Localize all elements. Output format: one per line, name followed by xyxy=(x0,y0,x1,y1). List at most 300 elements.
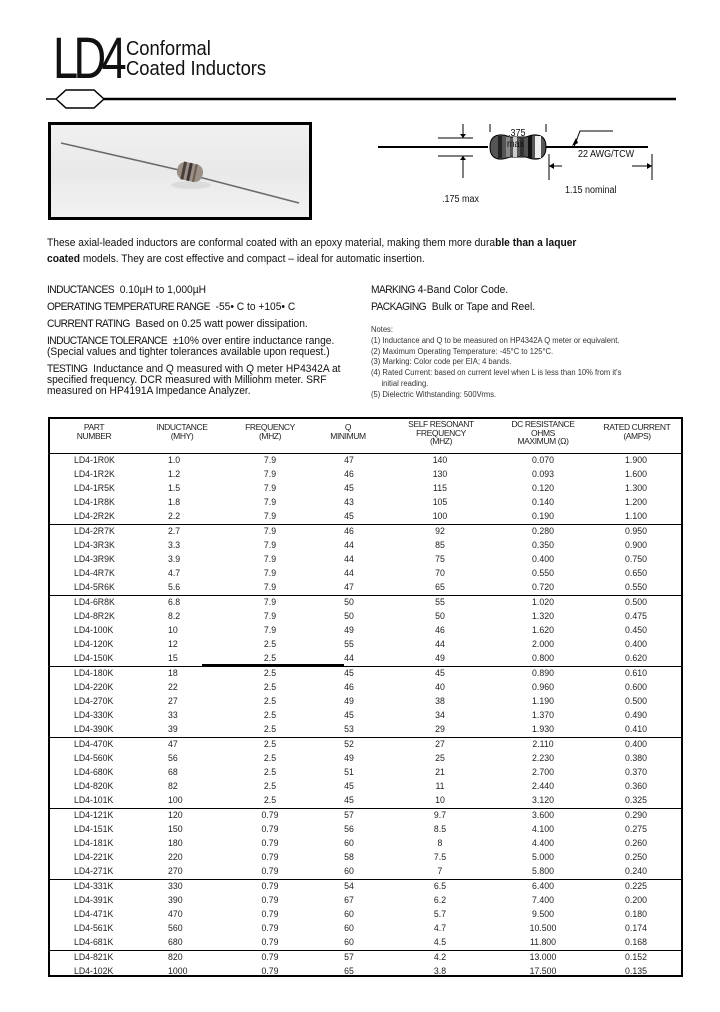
cell-frequency: 2.5 xyxy=(263,739,277,750)
cell-srf: 27 xyxy=(435,739,445,750)
cell-srf: 50 xyxy=(435,611,445,622)
table-row xyxy=(50,539,681,553)
cell-inductance: 1.5 xyxy=(168,483,181,494)
cell-q-minimum: 43 xyxy=(344,497,354,508)
table-row xyxy=(50,496,681,510)
cell-dc-resistance: 0.720 xyxy=(532,582,554,593)
cell-dc-resistance: 0.280 xyxy=(532,526,554,537)
table-row xyxy=(50,965,681,979)
cell-srf: 10 xyxy=(435,795,445,806)
cell-inductance: 47 xyxy=(168,739,178,750)
cell-inductance: 4.7 xyxy=(168,568,181,579)
intro-paragraph xyxy=(47,235,642,267)
table-row-group xyxy=(50,951,681,979)
cell-q-minimum: 44 xyxy=(344,540,354,551)
cell-frequency: 2.5 xyxy=(263,753,277,764)
cell-q-minimum: 47 xyxy=(344,582,354,593)
table-row-group xyxy=(50,738,681,809)
cell-part-number: LD4-391K xyxy=(74,895,114,906)
cell-inductance: 68 xyxy=(168,767,178,778)
cell-q-minimum: 45 xyxy=(344,668,354,679)
cell-rated-current: 0.900 xyxy=(625,540,647,551)
cell-frequency: 2.5 xyxy=(263,639,277,650)
note-5: (5) Dielectric Withstanding: 500Vrms. xyxy=(371,389,497,399)
cell-srf: 85 xyxy=(435,540,445,551)
table-row-group xyxy=(50,454,681,525)
cell-part-number: LD4-561K xyxy=(74,923,114,934)
table-row xyxy=(50,865,681,879)
cell-frequency: 2.5 xyxy=(263,795,277,806)
table-row xyxy=(50,454,681,468)
cell-inductance: 680 xyxy=(168,937,183,948)
cell-q-minimum: 54 xyxy=(344,881,354,892)
table-row-group xyxy=(50,809,681,880)
cell-part-number: LD4-3R9K xyxy=(74,554,115,565)
cell-q-minimum: 60 xyxy=(344,909,354,920)
cell-inductance: 10 xyxy=(168,625,178,636)
cell-inductance: 15 xyxy=(168,653,178,664)
cell-q-minimum: 49 xyxy=(344,696,354,707)
dim-lead-length: 1.15 nominal xyxy=(565,185,617,196)
table-row xyxy=(50,823,681,837)
cell-srf: 38 xyxy=(435,696,445,707)
cell-dc-resistance: 1.320 xyxy=(532,611,554,622)
cell-srf: 55 xyxy=(435,597,445,608)
cell-q-minimum: 60 xyxy=(344,937,354,948)
cell-dc-resistance: 17.500 xyxy=(529,966,557,977)
cell-frequency: 0.79 xyxy=(261,852,279,863)
cell-part-number: LD4-181K xyxy=(74,838,114,849)
table-body xyxy=(50,454,681,979)
table-row xyxy=(50,652,681,666)
cell-rated-current: 0.500 xyxy=(625,597,647,608)
cell-rated-current: 0.240 xyxy=(625,866,647,877)
cell-frequency: 7.9 xyxy=(263,582,277,593)
cell-rated-current: 0.360 xyxy=(625,781,647,792)
cell-inductance: 5.6 xyxy=(168,582,181,593)
cell-part-number: LD4-680K xyxy=(74,767,114,778)
cell-q-minimum: 46 xyxy=(344,682,354,693)
table-row xyxy=(50,525,681,539)
cell-part-number: LD4-1R0K xyxy=(74,455,115,466)
cell-rated-current: 0.225 xyxy=(625,881,647,892)
cell-dc-resistance: 2.700 xyxy=(532,767,554,778)
table-row xyxy=(50,851,681,865)
cell-dc-resistance: 1.930 xyxy=(532,724,554,735)
table-row xyxy=(50,752,681,766)
cell-frequency: 7.9 xyxy=(263,455,277,466)
table-row xyxy=(50,951,681,965)
cell-rated-current: 0.750 xyxy=(625,554,647,565)
cell-frequency: 7.9 xyxy=(263,511,277,522)
cell-inductance: 39 xyxy=(168,724,178,735)
cell-rated-current: 1.900 xyxy=(625,455,647,466)
cell-dc-resistance: 1.620 xyxy=(532,625,554,636)
cell-dc-resistance: 7.400 xyxy=(532,895,554,906)
intro-line2-bold: coated xyxy=(47,253,80,265)
cell-rated-current: 0.500 xyxy=(625,696,647,707)
cell-rated-current: 0.450 xyxy=(625,625,647,636)
cell-inductance: 100 xyxy=(168,795,183,806)
cell-frequency: 7.9 xyxy=(263,497,277,508)
cell-part-number: LD4-221K xyxy=(74,852,114,863)
table-row xyxy=(50,553,681,567)
cell-srf: 65 xyxy=(435,582,445,593)
cell-q-minimum: 49 xyxy=(344,753,354,764)
cell-inductance: 820 xyxy=(168,952,183,963)
cell-inductance: 12 xyxy=(168,639,178,650)
cell-inductance: 22 xyxy=(168,682,178,693)
table-row-group xyxy=(50,596,681,667)
cell-dc-resistance: 0.350 xyxy=(532,540,554,551)
cell-rated-current: 0.200 xyxy=(625,895,647,906)
cell-dc-resistance: 6.400 xyxy=(532,881,554,892)
table-row xyxy=(50,681,681,695)
cell-part-number: LD4-331K xyxy=(74,881,114,892)
cell-frequency: 0.79 xyxy=(261,810,279,821)
cell-dc-resistance: 9.500 xyxy=(532,909,554,920)
cell-frequency: 7.9 xyxy=(263,568,277,579)
cell-q-minimum: 60 xyxy=(344,923,354,934)
cell-srf: 40 xyxy=(435,682,445,693)
cell-srf: 44 xyxy=(435,639,445,650)
cell-dc-resistance: 11.800 xyxy=(529,937,557,948)
cell-frequency: 2.5 xyxy=(263,653,277,664)
page-title xyxy=(126,39,266,79)
table-row xyxy=(50,723,681,737)
cell-dc-resistance: 5.800 xyxy=(532,866,554,877)
cell-part-number: LD4-390K xyxy=(74,724,114,735)
cell-q-minimum: 57 xyxy=(344,952,354,963)
cell-srf: 105 xyxy=(432,497,448,508)
cell-srf: 70 xyxy=(435,568,445,579)
cell-dc-resistance: 3.120 xyxy=(532,795,554,806)
cell-srf: 130 xyxy=(432,469,448,480)
cell-frequency: 0.79 xyxy=(261,937,279,948)
cell-part-number: LD4-101K xyxy=(74,795,114,806)
cell-q-minimum: 58 xyxy=(344,852,354,863)
table-row xyxy=(50,908,681,922)
cell-part-number: LD4-470K xyxy=(74,739,114,750)
cell-frequency: 2.5 xyxy=(263,781,277,792)
cell-inductance: 18 xyxy=(168,668,178,679)
cell-srf: 4.2 xyxy=(433,952,447,963)
cell-rated-current: 0.550 xyxy=(625,582,647,593)
cell-srf: 140 xyxy=(432,455,448,466)
cell-inductance: 2.2 xyxy=(168,511,181,522)
cell-dc-resistance: 10.500 xyxy=(529,923,557,934)
dim-body-length-suffix: max xyxy=(507,139,525,150)
product-photo xyxy=(48,122,312,220)
title-line-1: Conformal xyxy=(126,38,211,60)
cell-part-number: LD4-821K xyxy=(74,952,114,963)
cell-q-minimum: 65 xyxy=(344,966,354,977)
cell-rated-current: 0.600 xyxy=(625,682,647,693)
cell-dc-resistance: 0.800 xyxy=(532,653,554,664)
cell-rated-current: 0.400 xyxy=(625,639,647,650)
table-row xyxy=(50,510,681,524)
cell-rated-current: 0.325 xyxy=(625,795,647,806)
cell-inductance: 270 xyxy=(168,866,183,877)
cell-rated-current: 0.135 xyxy=(625,966,647,977)
cell-part-number: LD4-6R8K xyxy=(74,597,115,608)
cell-rated-current: 0.620 xyxy=(625,653,647,664)
cell-part-number: LD4-151K xyxy=(74,824,114,835)
cell-dc-resistance: 0.960 xyxy=(532,682,554,693)
table-row xyxy=(50,695,681,709)
product-logo: LD4 xyxy=(53,26,122,91)
cell-part-number: LD4-4R7K xyxy=(74,568,115,579)
table-row xyxy=(50,794,681,808)
cell-frequency: 7.9 xyxy=(263,625,277,636)
cell-srf: 29 xyxy=(435,724,445,735)
cell-part-number: LD4-471K xyxy=(74,909,114,920)
table-row xyxy=(50,468,681,482)
cell-srf: 92 xyxy=(435,526,445,537)
inductor-symbol-icon xyxy=(46,90,104,108)
cell-inductance: 3.9 xyxy=(168,554,181,565)
cell-dc-resistance: 0.140 xyxy=(532,497,554,508)
cell-frequency: 7.9 xyxy=(263,483,277,494)
cell-q-minimum: 45 xyxy=(344,511,354,522)
intro-line1: These axial-leaded inductors are conformal coated with an epoxy material, making them more dura xyxy=(47,237,496,249)
cell-inductance: 560 xyxy=(168,923,183,934)
cell-inductance: 2.7 xyxy=(168,526,181,537)
intro-line2: models. They are cost effective and compact – ideal for automatic insertion. xyxy=(79,253,425,265)
cell-part-number: LD4-1R5K xyxy=(74,483,115,494)
cell-rated-current: 0.152 xyxy=(625,952,647,963)
cell-inductance: 180 xyxy=(168,838,183,849)
header-rule xyxy=(44,87,684,111)
dimension-diagram xyxy=(378,124,678,219)
cell-frequency: 0.79 xyxy=(261,866,279,877)
cell-rated-current: 0.275 xyxy=(625,824,647,835)
cell-q-minimum: 56 xyxy=(344,824,354,835)
note-2: (2) Maximum Operating Temperature: -45°C to 125°C. xyxy=(371,346,554,356)
table-row-group xyxy=(50,880,681,951)
table-row-group xyxy=(50,525,681,596)
cell-q-minimum: 44 xyxy=(344,568,354,579)
cell-frequency: 7.9 xyxy=(263,540,277,551)
cell-dc-resistance: 0.890 xyxy=(532,668,554,679)
cell-part-number: LD4-100K xyxy=(74,625,114,636)
cell-dc-resistance: 0.093 xyxy=(532,469,554,480)
cell-q-minimum: 55 xyxy=(344,639,354,650)
col-self-resonant-frequency: SELF RESONANT FREQUENCY (MHZ) xyxy=(408,419,474,446)
cell-dc-resistance: 4.400 xyxy=(532,838,554,849)
cell-rated-current: 0.380 xyxy=(625,753,647,764)
cell-frequency: 0.79 xyxy=(261,952,279,963)
cell-dc-resistance: 1.020 xyxy=(532,597,554,608)
spec-packaging: PACKAGING Bulk or Tape and Reel. xyxy=(371,301,536,313)
cell-srf: 11 xyxy=(435,781,445,792)
table-row xyxy=(50,567,681,581)
cell-srf: 9.7 xyxy=(433,810,447,821)
cell-srf: 25 xyxy=(435,753,445,764)
table-row xyxy=(50,610,681,624)
table-row xyxy=(50,809,681,823)
cell-rated-current: 0.490 xyxy=(625,710,647,721)
specifications-list xyxy=(47,285,377,403)
cell-rated-current: 0.168 xyxy=(625,937,647,948)
cell-dc-resistance: 0.120 xyxy=(532,483,554,494)
cell-rated-current: 0.650 xyxy=(625,568,647,579)
cell-rated-current: 0.260 xyxy=(625,838,647,849)
cell-q-minimum: 45 xyxy=(344,795,354,806)
inductor-outline-icon xyxy=(378,124,678,214)
cell-frequency: 7.9 xyxy=(263,597,277,608)
frequency-underline xyxy=(202,664,344,666)
cell-dc-resistance: 1.370 xyxy=(532,710,554,721)
cell-inductance: 27 xyxy=(168,696,178,707)
cell-inductance: 1.2 xyxy=(168,469,181,480)
cell-frequency: 0.79 xyxy=(261,923,279,934)
dim-body-length: .375 xyxy=(508,128,526,139)
cell-q-minimum: 45 xyxy=(344,483,354,494)
cell-part-number: LD4-8R2K xyxy=(74,611,115,622)
cell-srf: 6.2 xyxy=(433,895,447,906)
cell-inductance: 8.2 xyxy=(168,611,181,622)
cell-inductance: 3.3 xyxy=(168,540,181,551)
cell-inductance: 150 xyxy=(168,824,183,835)
cell-part-number: LD4-820K xyxy=(74,781,114,792)
cell-frequency: 0.79 xyxy=(261,909,279,920)
notes-title: Notes: xyxy=(371,325,393,334)
cell-srf: 6.5 xyxy=(433,881,447,892)
cell-inductance: 470 xyxy=(168,909,183,920)
spec-inductances: INDUCTANCES 0.10µH to 1,000µH xyxy=(47,284,207,296)
cell-rated-current: 1.600 xyxy=(625,469,647,480)
cell-inductance: 330 xyxy=(168,881,183,892)
cell-srf: 115 xyxy=(433,483,447,494)
cell-rated-current: 0.370 xyxy=(625,767,647,778)
table-row xyxy=(50,780,681,794)
cell-frequency: 0.79 xyxy=(261,824,279,835)
cell-dc-resistance: 4.100 xyxy=(532,824,554,835)
cell-rated-current: 0.290 xyxy=(625,810,647,821)
cell-dc-resistance: 0.190 xyxy=(532,511,554,522)
cell-q-minimum: 67 xyxy=(344,895,354,906)
cell-frequency: 0.79 xyxy=(261,966,279,977)
cell-q-minimum: 45 xyxy=(344,710,354,721)
cell-srf: 46 xyxy=(435,625,445,636)
cell-part-number: LD4-681K xyxy=(74,937,114,948)
note-1: (1) Inductance and Q to be measured on HP4342A Q meter or equivalent. xyxy=(371,335,620,345)
cell-inductance: 1.8 xyxy=(168,497,181,508)
cell-rated-current: 0.250 xyxy=(625,852,647,863)
table-row xyxy=(50,638,681,652)
inductor-specs-table xyxy=(48,417,683,977)
cell-frequency: 0.79 xyxy=(261,895,279,906)
cell-dc-resistance: 2.000 xyxy=(532,639,554,650)
spec-temperature-range: OPERATING TEMPERATURE RANGE -55• C to +105• C xyxy=(47,301,296,313)
cell-part-number: LD4-1R2K xyxy=(74,469,115,480)
cell-frequency: 7.9 xyxy=(263,611,277,622)
cell-inductance: 33 xyxy=(168,710,178,721)
table-row xyxy=(50,709,681,723)
table-row xyxy=(50,738,681,752)
cell-part-number: LD4-271K xyxy=(74,866,114,877)
cell-q-minimum: 44 xyxy=(344,653,354,664)
cell-inductance: 56 xyxy=(168,753,178,764)
col-frequency: FREQUENCY (MHZ) xyxy=(245,422,295,441)
cell-rated-current: 1.300 xyxy=(625,483,647,494)
spec-testing: TESTING Inductance and Q measured with Q meter HP4342A at specified frequency. DCR measured with Milliohm meter. SRF measured on HP4191A Impedance Analyzer. xyxy=(47,363,341,397)
cell-dc-resistance: 2.440 xyxy=(532,781,554,792)
cell-frequency: 7.9 xyxy=(263,526,277,537)
col-rated-current: RATED CURRENT (AMPS) xyxy=(603,422,671,441)
cell-rated-current: 0.475 xyxy=(625,611,647,622)
cell-srf: 4.7 xyxy=(433,923,447,934)
cell-rated-current: 0.400 xyxy=(625,739,647,750)
cell-srf: 5.7 xyxy=(433,909,447,920)
cell-srf: 21 xyxy=(435,767,445,778)
dim-diameter: .175 max xyxy=(442,194,480,205)
table-row-group xyxy=(50,667,681,738)
col-part-number: PART NUMBER xyxy=(76,422,112,441)
note-4-continued: initial reading. xyxy=(381,378,429,388)
cell-part-number: LD4-220K xyxy=(74,682,114,693)
cell-frequency: 0.79 xyxy=(261,881,279,892)
cell-dc-resistance: 13.000 xyxy=(529,952,557,963)
cell-inductance: 220 xyxy=(168,852,183,863)
cell-q-minimum: 51 xyxy=(344,767,354,778)
cell-srf: 100 xyxy=(432,511,448,522)
cell-srf: 75 xyxy=(435,554,445,565)
cell-rated-current: 0.950 xyxy=(625,526,647,537)
cell-dc-resistance: 2.230 xyxy=(532,753,554,764)
cell-dc-resistance: 0.400 xyxy=(532,554,554,565)
cell-inductance: 6.8 xyxy=(168,597,181,608)
table-row xyxy=(50,922,681,936)
cell-part-number: LD4-150K xyxy=(74,653,114,664)
cell-part-number: LD4-3R3K xyxy=(74,540,115,551)
cell-frequency: 2.5 xyxy=(263,696,277,707)
cell-q-minimum: 49 xyxy=(344,625,354,636)
table-row xyxy=(50,581,681,595)
cell-inductance: 1000 xyxy=(168,966,188,977)
cell-inductance: 390 xyxy=(168,895,183,906)
table-row xyxy=(50,880,681,894)
cell-frequency: 2.5 xyxy=(263,767,277,778)
cell-part-number: LD4-5R6K xyxy=(74,582,115,593)
table-row xyxy=(50,766,681,780)
cell-part-number: LD4-120K xyxy=(74,639,114,650)
cell-frequency: 2.5 xyxy=(263,682,277,693)
cell-rated-current: 1.200 xyxy=(625,497,647,508)
cell-frequency: 0.79 xyxy=(261,838,279,849)
cell-part-number: LD4-1R8K xyxy=(74,497,115,508)
note-3: (3) Marking: Color code per EIA; 4 bands. xyxy=(371,357,512,367)
table-header xyxy=(50,419,681,454)
cell-rated-current: 0.610 xyxy=(625,668,647,679)
cell-part-number: LD4-180K xyxy=(74,668,114,679)
cell-frequency: 2.5 xyxy=(263,710,277,721)
cell-q-minimum: 60 xyxy=(344,838,354,849)
cell-srf: 3.8 xyxy=(433,966,447,977)
cell-part-number: LD4-102K xyxy=(74,966,114,977)
cell-srf: 8.5 xyxy=(433,824,447,835)
cell-rated-current: 0.174 xyxy=(625,923,647,934)
cell-srf: 34 xyxy=(435,710,445,721)
cell-dc-resistance: 3.600 xyxy=(532,810,554,821)
cell-part-number: LD4-2R2K xyxy=(74,511,115,522)
cell-dc-resistance: 1.190 xyxy=(532,696,554,707)
cell-part-number: LD4-2R7K xyxy=(74,526,115,537)
cell-inductance: 82 xyxy=(168,781,178,792)
cell-q-minimum: 57 xyxy=(344,810,354,821)
cell-srf: 4.5 xyxy=(433,937,447,948)
